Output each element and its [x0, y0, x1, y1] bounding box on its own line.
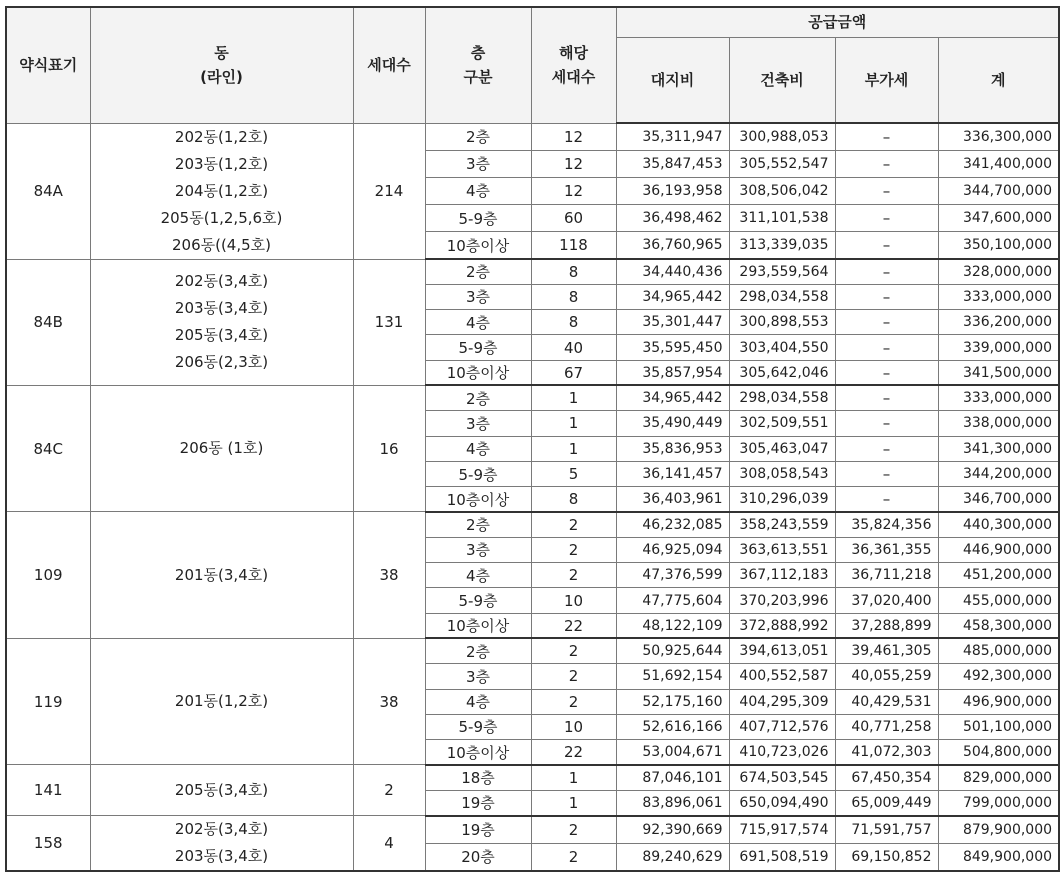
vat-cell: 39,461,305 — [835, 638, 938, 663]
land-price-cell: 35,311,947 — [616, 123, 729, 150]
building-price-cell: 310,296,039 — [729, 487, 835, 512]
units-cell: 2 — [531, 638, 616, 663]
units-cell: 2 — [531, 537, 616, 562]
building-price-cell: 674,503,545 — [729, 765, 835, 790]
vat-cell: 40,429,531 — [835, 689, 938, 714]
vat-cell: 37,020,400 — [835, 588, 938, 613]
header-type: 약식표기 — [6, 7, 90, 123]
dong-line-item: 204동(1,2호) — [174, 181, 269, 200]
dong-line-cell — [90, 259, 353, 385]
units-cell: 1 — [531, 385, 616, 410]
total-price-cell: 339,000,000 — [938, 335, 1059, 360]
total-price-cell: 446,900,000 — [938, 537, 1059, 562]
households-cell: 131 — [353, 259, 425, 385]
floor-cell: 5-9층 — [425, 588, 531, 613]
total-price-cell: 799,000,000 — [938, 790, 1059, 815]
land-price-cell: 92,390,669 — [616, 816, 729, 844]
total-price-cell: 346,700,000 — [938, 487, 1059, 512]
households-cell: 4 — [353, 816, 425, 872]
units-cell: 22 — [531, 740, 616, 765]
units-cell: 12 — [531, 177, 616, 204]
floor-cell: 18층 — [425, 765, 531, 790]
units-cell: 2 — [531, 563, 616, 588]
building-price-cell: 363,613,551 — [729, 537, 835, 562]
floor-cell: 5-9층 — [425, 461, 531, 486]
dong-line-item: 205동(3,4호) — [174, 780, 269, 799]
table-row — [6, 512, 1059, 537]
units-cell: 118 — [531, 232, 616, 259]
vat-cell: – — [835, 310, 938, 335]
unit-type-cell: 84C — [6, 385, 90, 511]
total-price-cell: 333,000,000 — [938, 385, 1059, 410]
vat-cell: 40,055,259 — [835, 664, 938, 689]
table-row — [6, 259, 1059, 284]
building-price-cell: 650,094,490 — [729, 790, 835, 815]
dong-line-item: 201동(1,2호) — [174, 692, 269, 711]
land-price-cell: 47,376,599 — [616, 563, 729, 588]
units-cell: 1 — [531, 790, 616, 815]
land-price-cell: 51,692,154 — [616, 664, 729, 689]
floor-cell: 3층 — [425, 664, 531, 689]
building-price-cell: 313,339,035 — [729, 232, 835, 259]
floor-cell: 19층 — [425, 816, 531, 844]
table-row — [6, 385, 1059, 410]
units-cell: 1 — [531, 411, 616, 436]
vat-cell: – — [835, 411, 938, 436]
land-price-cell: 52,616,166 — [616, 714, 729, 739]
land-price-cell: 36,760,965 — [616, 232, 729, 259]
vat-cell: 69,150,852 — [835, 843, 938, 871]
land-price-cell: 87,046,101 — [616, 765, 729, 790]
dong-line-cell — [90, 512, 353, 638]
dong-line-item: 203동(1,2호) — [174, 154, 269, 173]
total-price-cell: 341,500,000 — [938, 360, 1059, 385]
land-price-cell: 35,847,453 — [616, 150, 729, 177]
total-price-cell: 451,200,000 — [938, 563, 1059, 588]
floor-cell: 2층 — [425, 638, 531, 663]
unit-type-cell: 158 — [6, 816, 90, 872]
vat-cell: – — [835, 123, 938, 150]
land-price-cell: 83,896,061 — [616, 790, 729, 815]
floor-cell: 4층 — [425, 310, 531, 335]
vat-cell: – — [835, 259, 938, 284]
floor-cell: 4층 — [425, 563, 531, 588]
units-cell: 8 — [531, 284, 616, 309]
land-price-cell: 34,965,442 — [616, 284, 729, 309]
total-price-cell: 336,200,000 — [938, 310, 1059, 335]
building-price-cell: 308,506,042 — [729, 177, 835, 204]
unit-type-cell: 109 — [6, 512, 90, 638]
floor-cell: 3층 — [425, 284, 531, 309]
total-price-cell: 440,300,000 — [938, 512, 1059, 537]
header-building: 건축비 — [729, 37, 835, 123]
vat-cell: 36,361,355 — [835, 537, 938, 562]
building-price-cell: 305,642,046 — [729, 360, 835, 385]
units-cell: 2 — [531, 512, 616, 537]
dong-line-item: 205동(1,2,5,6호) — [160, 208, 283, 227]
floor-cell: 2층 — [425, 385, 531, 410]
total-price-cell: 879,900,000 — [938, 816, 1059, 844]
households-cell: 38 — [353, 638, 425, 764]
units-cell: 2 — [531, 843, 616, 871]
units-cell: 8 — [531, 487, 616, 512]
header-floor — [425, 7, 531, 123]
vat-cell: 36,711,218 — [835, 563, 938, 588]
building-price-cell: 394,613,051 — [729, 638, 835, 663]
dong-line-item: 202동(3,4호) — [174, 272, 269, 291]
total-price-cell: 458,300,000 — [938, 613, 1059, 638]
floor-cell: 10층이상 — [425, 740, 531, 765]
land-price-cell: 35,595,450 — [616, 335, 729, 360]
unit-type-cell: 119 — [6, 638, 90, 764]
total-price-cell: 504,800,000 — [938, 740, 1059, 765]
households-cell: 38 — [353, 512, 425, 638]
table-row — [6, 816, 1059, 844]
vat-cell: – — [835, 205, 938, 232]
floor-cell: 5-9층 — [425, 335, 531, 360]
land-price-cell: 52,175,160 — [616, 689, 729, 714]
header-dong-line2: (라인) — [200, 68, 243, 87]
vat-cell: – — [835, 487, 938, 512]
price-table-body — [6, 123, 1059, 871]
building-price-cell: 305,552,547 — [729, 150, 835, 177]
floor-cell: 10층이상 — [425, 232, 531, 259]
vat-cell: – — [835, 436, 938, 461]
dong-line-item: 203동(3,4호) — [174, 299, 269, 318]
units-cell: 8 — [531, 310, 616, 335]
dong-line-cell — [90, 638, 353, 764]
land-price-cell: 36,403,961 — [616, 487, 729, 512]
vat-cell: 41,072,303 — [835, 740, 938, 765]
land-price-cell: 34,965,442 — [616, 385, 729, 410]
land-price-cell: 36,141,457 — [616, 461, 729, 486]
units-cell: 10 — [531, 714, 616, 739]
floor-cell: 10층이상 — [425, 360, 531, 385]
vat-cell: – — [835, 461, 938, 486]
units-cell: 2 — [531, 816, 616, 844]
dong-line-item: 206동(2,3호) — [174, 353, 269, 372]
total-price-cell: 336,300,000 — [938, 123, 1059, 150]
dong-line-cell — [90, 765, 353, 816]
units-cell: 1 — [531, 765, 616, 790]
total-price-cell: 350,100,000 — [938, 232, 1059, 259]
header-land: 대지비 — [616, 37, 729, 123]
header-dong — [90, 7, 353, 123]
land-price-cell: 53,004,671 — [616, 740, 729, 765]
total-price-cell: 344,200,000 — [938, 461, 1059, 486]
vat-cell: – — [835, 360, 938, 385]
land-price-cell: 35,857,954 — [616, 360, 729, 385]
floor-cell: 4층 — [425, 177, 531, 204]
vat-cell: 67,450,354 — [835, 765, 938, 790]
header-floor-line1: 층 — [470, 44, 486, 63]
vat-cell: 40,771,258 — [835, 714, 938, 739]
building-price-cell: 300,988,053 — [729, 123, 835, 150]
floor-cell: 2층 — [425, 512, 531, 537]
floor-cell: 2층 — [425, 123, 531, 150]
units-cell: 2 — [531, 664, 616, 689]
unit-type-cell: 84A — [6, 123, 90, 259]
total-price-cell: 485,000,000 — [938, 638, 1059, 663]
header-households: 세대수 — [353, 7, 425, 123]
units-cell: 5 — [531, 461, 616, 486]
floor-cell: 4층 — [425, 689, 531, 714]
header-applicable-line2: 세대수 — [551, 68, 596, 87]
land-price-cell: 35,836,953 — [616, 436, 729, 461]
building-price-cell: 410,723,026 — [729, 740, 835, 765]
units-cell: 40 — [531, 335, 616, 360]
vat-cell: – — [835, 232, 938, 259]
dong-line-item: 206동 (1호) — [179, 439, 264, 458]
land-price-cell: 46,232,085 — [616, 512, 729, 537]
header-vat: 부가세 — [835, 37, 938, 123]
units-cell: 12 — [531, 123, 616, 150]
unit-type-cell: 84B — [6, 259, 90, 385]
total-price-cell: 328,000,000 — [938, 259, 1059, 284]
total-price-cell: 338,000,000 — [938, 411, 1059, 436]
dong-line-cell — [90, 816, 353, 872]
dong-line-item: 205동(3,4호) — [174, 326, 269, 345]
vat-cell: 35,824,356 — [835, 512, 938, 537]
land-price-cell: 89,240,629 — [616, 843, 729, 871]
building-price-cell: 311,101,538 — [729, 205, 835, 232]
floor-cell: 10층이상 — [425, 613, 531, 638]
units-cell: 12 — [531, 150, 616, 177]
floor-cell: 3층 — [425, 537, 531, 562]
total-price-cell: 501,100,000 — [938, 714, 1059, 739]
floor-cell: 3층 — [425, 150, 531, 177]
table-row — [6, 765, 1059, 790]
dong-line-item: 206동((4,5호) — [171, 235, 272, 254]
units-cell: 22 — [531, 613, 616, 638]
land-price-cell: 36,498,462 — [616, 205, 729, 232]
households-cell: 214 — [353, 123, 425, 259]
vat-cell: – — [835, 284, 938, 309]
building-price-cell: 400,552,587 — [729, 664, 835, 689]
header-dong-line1: 동 — [214, 44, 229, 63]
building-price-cell: 300,898,553 — [729, 310, 835, 335]
dong-line-item: 202동(3,4호) — [174, 820, 269, 839]
building-price-cell: 404,295,309 — [729, 689, 835, 714]
units-cell: 67 — [531, 360, 616, 385]
total-price-cell: 492,300,000 — [938, 664, 1059, 689]
vat-cell: 65,009,449 — [835, 790, 938, 815]
dong-line-item: 203동(3,4호) — [174, 847, 269, 866]
building-price-cell: 293,559,564 — [729, 259, 835, 284]
building-price-cell: 305,463,047 — [729, 436, 835, 461]
building-price-cell: 370,203,996 — [729, 588, 835, 613]
table-row — [6, 123, 1059, 150]
building-price-cell: 367,112,183 — [729, 563, 835, 588]
total-price-cell: 455,000,000 — [938, 588, 1059, 613]
total-price-cell: 829,000,000 — [938, 765, 1059, 790]
land-price-cell: 35,301,447 — [616, 310, 729, 335]
units-cell: 1 — [531, 436, 616, 461]
header-floor-line2: 구분 — [463, 68, 493, 87]
floor-cell: 20층 — [425, 843, 531, 871]
building-price-cell: 407,712,576 — [729, 714, 835, 739]
dong-line-cell — [90, 123, 353, 259]
vat-cell: – — [835, 150, 938, 177]
total-price-cell: 344,700,000 — [938, 177, 1059, 204]
building-price-cell: 715,917,574 — [729, 816, 835, 844]
floor-cell: 5-9층 — [425, 714, 531, 739]
land-price-cell: 36,193,958 — [616, 177, 729, 204]
floor-cell: 4층 — [425, 436, 531, 461]
total-price-cell: 341,300,000 — [938, 436, 1059, 461]
vat-cell: – — [835, 335, 938, 360]
building-price-cell: 303,404,550 — [729, 335, 835, 360]
units-cell: 60 — [531, 205, 616, 232]
unit-type-cell: 141 — [6, 765, 90, 816]
floor-cell: 19층 — [425, 790, 531, 815]
floor-cell: 2층 — [425, 259, 531, 284]
header-total: 계 — [938, 37, 1059, 123]
land-price-cell: 34,440,436 — [616, 259, 729, 284]
units-cell: 2 — [531, 689, 616, 714]
building-price-cell: 372,888,992 — [729, 613, 835, 638]
dong-line-item: 201동(3,4호) — [174, 565, 269, 584]
households-cell: 2 — [353, 765, 425, 816]
units-cell: 8 — [531, 259, 616, 284]
building-price-cell: 358,243,559 — [729, 512, 835, 537]
floor-cell: 10층이상 — [425, 487, 531, 512]
building-price-cell: 302,509,551 — [729, 411, 835, 436]
total-price-cell: 341,400,000 — [938, 150, 1059, 177]
supply-price-table — [5, 6, 1060, 872]
land-price-cell: 46,925,094 — [616, 537, 729, 562]
building-price-cell: 298,034,558 — [729, 385, 835, 410]
header-supply-price: 공급금액 — [616, 7, 1059, 37]
building-price-cell: 691,508,519 — [729, 843, 835, 871]
total-price-cell: 849,900,000 — [938, 843, 1059, 871]
vat-cell: – — [835, 177, 938, 204]
building-price-cell: 298,034,558 — [729, 284, 835, 309]
table-row — [6, 638, 1059, 663]
vat-cell: 37,288,899 — [835, 613, 938, 638]
total-price-cell: 347,600,000 — [938, 205, 1059, 232]
floor-cell: 3층 — [425, 411, 531, 436]
units-cell: 10 — [531, 588, 616, 613]
dong-line-item: 202동(1,2호) — [174, 127, 269, 146]
land-price-cell: 50,925,644 — [616, 638, 729, 663]
total-price-cell: 333,000,000 — [938, 284, 1059, 309]
households-cell: 16 — [353, 385, 425, 511]
building-price-cell: 308,058,543 — [729, 461, 835, 486]
floor-cell: 5-9층 — [425, 205, 531, 232]
dong-line-cell — [90, 385, 353, 511]
header-applicable-line1: 해당 — [559, 44, 588, 63]
land-price-cell: 47,775,604 — [616, 588, 729, 613]
header-applicable — [531, 7, 616, 123]
vat-cell: 71,591,757 — [835, 816, 938, 844]
land-price-cell: 48,122,109 — [616, 613, 729, 638]
total-price-cell: 496,900,000 — [938, 689, 1059, 714]
vat-cell: – — [835, 385, 938, 410]
land-price-cell: 35,490,449 — [616, 411, 729, 436]
